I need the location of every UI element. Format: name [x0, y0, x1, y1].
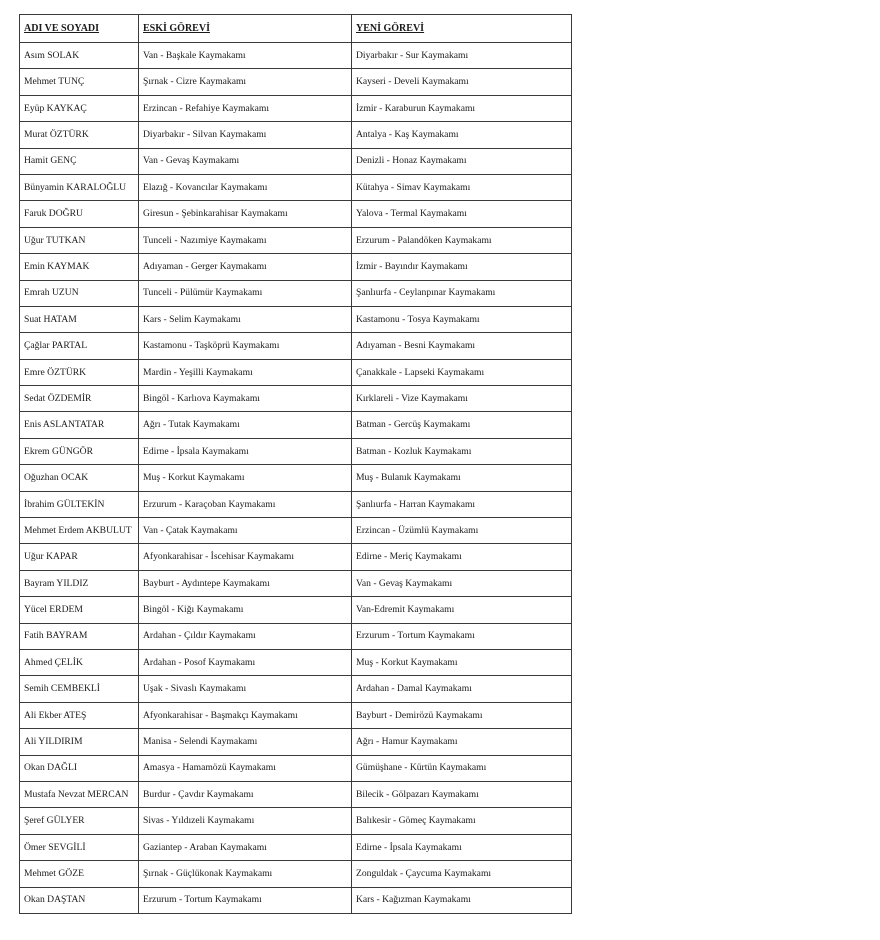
name-cell: Asım SOLAK — [20, 43, 139, 69]
former-duty-cell: Kars - Selim Kaymakamı — [139, 306, 352, 332]
name-cell: Suat HATAM — [20, 306, 139, 332]
former-duty-cell: Uşak - Sivaslı Kaymakamı — [139, 676, 352, 702]
new-duty-cell: Balıkesir - Gömeç Kaymakamı — [352, 808, 572, 834]
former-duty-cell: Erzurum - Karaçoban Kaymakamı — [139, 491, 352, 517]
name-cell: Bünyamin KARALOĞLU — [20, 174, 139, 200]
table-row — [20, 201, 572, 227]
table-row — [20, 412, 572, 438]
name-cell: Hamit GENÇ — [20, 148, 139, 174]
new-duty-cell: Kastamonu - Tosya Kaymakamı — [352, 306, 572, 332]
name-cell: Faruk DOĞRU — [20, 201, 139, 227]
former-duty-cell: Ağrı - Tutak Kaymakamı — [139, 412, 352, 438]
former-duty-cell: Van - Çatak Kaymakamı — [139, 518, 352, 544]
name-cell: Emin KAYMAK — [20, 254, 139, 280]
former-duty-cell: Adıyaman - Gerger Kaymakamı — [139, 254, 352, 280]
new-duty-cell: Muş - Bulanık Kaymakamı — [352, 465, 572, 491]
name-cell: Okan DAŞTAN — [20, 887, 139, 913]
former-duty-cell: Kastamonu - Taşköprü Kaymakamı — [139, 333, 352, 359]
header-former-duty: ESKİ GÖREVİ — [139, 15, 352, 43]
table-row — [20, 148, 572, 174]
table-row — [20, 861, 572, 887]
new-duty-cell: Gümüşhane - Kürtün Kaymakamı — [352, 755, 572, 781]
former-duty-cell: Mardin - Yeşilli Kaymakamı — [139, 359, 352, 385]
new-duty-cell: İzmir - Bayındır Kaymakamı — [352, 254, 572, 280]
name-cell: Bayram YILDIZ — [20, 570, 139, 596]
new-duty-cell: Kütahya - Simav Kaymakamı — [352, 174, 572, 200]
name-cell: Mustafa Nevzat MERCAN — [20, 781, 139, 807]
name-cell: Murat ÖZTÜRK — [20, 122, 139, 148]
table-row — [20, 95, 572, 121]
new-duty-cell: Ardahan - Damal Kaymakamı — [352, 676, 572, 702]
new-duty-cell: Şanlıurfa - Ceylanpınar Kaymakamı — [352, 280, 572, 306]
name-cell: Ali YILDIRIM — [20, 729, 139, 755]
former-duty-cell: Edirne - İpsala Kaymakamı — [139, 438, 352, 464]
table-row — [20, 570, 572, 596]
new-duty-cell: İzmir - Karaburun Kaymakamı — [352, 95, 572, 121]
new-duty-cell: Denizli - Honaz Kaymakamı — [352, 148, 572, 174]
new-duty-cell: Van-Edremit Kaymakamı — [352, 597, 572, 623]
table-row — [20, 834, 572, 860]
table-row — [20, 729, 572, 755]
new-duty-cell: Ağrı - Hamur Kaymakamı — [352, 729, 572, 755]
table-row — [20, 649, 572, 675]
table-row — [20, 43, 572, 69]
new-duty-cell: Çanakkale - Lapseki Kaymakamı — [352, 359, 572, 385]
name-cell: Ekrem GÜNGÖR — [20, 438, 139, 464]
new-duty-cell: Erzincan - Üzümlü Kaymakamı — [352, 518, 572, 544]
former-duty-cell: Burdur - Çavdır Kaymakamı — [139, 781, 352, 807]
name-cell: Mehmet GÖZE — [20, 861, 139, 887]
new-duty-cell: Muş - Korkut Kaymakamı — [352, 649, 572, 675]
former-duty-cell: Ardahan - Çıldır Kaymakamı — [139, 623, 352, 649]
header-row — [20, 15, 572, 43]
name-cell: Emrah UZUN — [20, 280, 139, 306]
new-duty-cell: Erzurum - Palandöken Kaymakamı — [352, 227, 572, 253]
former-duty-cell: Erzurum - Tortum Kaymakamı — [139, 887, 352, 913]
name-cell: Ahmed ÇELİK — [20, 649, 139, 675]
former-duty-cell: Bayburt - Aydıntepe Kaymakamı — [139, 570, 352, 596]
former-duty-cell: Elazığ - Kovancılar Kaymakamı — [139, 174, 352, 200]
table-row — [20, 386, 572, 412]
new-duty-cell: Kayseri - Develi Kaymakamı — [352, 69, 572, 95]
former-duty-cell: Amasya - Hamamözü Kaymakamı — [139, 755, 352, 781]
name-cell: Sedat ÖZDEMİR — [20, 386, 139, 412]
former-duty-cell: Gaziantep - Araban Kaymakamı — [139, 834, 352, 860]
new-duty-cell: Yalova - Termal Kaymakamı — [352, 201, 572, 227]
new-duty-cell: Şanlıurfa - Harran Kaymakamı — [352, 491, 572, 517]
new-duty-cell: Batman - Kozluk Kaymakamı — [352, 438, 572, 464]
table-row — [20, 174, 572, 200]
table-row — [20, 438, 572, 464]
name-cell: Fatih BAYRAM — [20, 623, 139, 649]
name-cell: Şeref GÜLYER — [20, 808, 139, 834]
name-cell: Uğur KAPAR — [20, 544, 139, 570]
former-duty-cell: Tunceli - Nazımiye Kaymakamı — [139, 227, 352, 253]
former-duty-cell: Giresun - Şebinkarahisar Kaymakamı — [139, 201, 352, 227]
table-row — [20, 755, 572, 781]
table-row — [20, 623, 572, 649]
former-duty-cell: Tunceli - Pülümür Kaymakamı — [139, 280, 352, 306]
new-duty-cell: Erzurum - Tortum Kaymakamı — [352, 623, 572, 649]
table-row — [20, 69, 572, 95]
table-row — [20, 887, 572, 913]
former-duty-cell: Muş - Korkut Kaymakamı — [139, 465, 352, 491]
appointments-table — [19, 14, 572, 914]
table-row — [20, 491, 572, 517]
former-duty-cell: Ardahan - Posof Kaymakamı — [139, 649, 352, 675]
former-duty-cell: Sivas - Yıldızeli Kaymakamı — [139, 808, 352, 834]
new-duty-cell: Batman - Gercüş Kaymakamı — [352, 412, 572, 438]
former-duty-cell: Afyonkarahisar - Başmakçı Kaymakamı — [139, 702, 352, 728]
name-cell: Yücel ERDEM — [20, 597, 139, 623]
name-cell: Mehmet TUNÇ — [20, 69, 139, 95]
table-row — [20, 702, 572, 728]
new-duty-cell: Bayburt - Demirözü Kaymakamı — [352, 702, 572, 728]
header-name: ADI VE SOYADI — [20, 15, 139, 43]
new-duty-cell: Edirne - İpsala Kaymakamı — [352, 834, 572, 860]
former-duty-cell: Manisa - Selendi Kaymakamı — [139, 729, 352, 755]
table-row — [20, 280, 572, 306]
name-cell: Emre ÖZTÜRK — [20, 359, 139, 385]
name-cell: Oğuzhan OCAK — [20, 465, 139, 491]
new-duty-cell: Edirne - Meriç Kaymakamı — [352, 544, 572, 570]
table-row — [20, 359, 572, 385]
table-row — [20, 333, 572, 359]
name-cell: Uğur TUTKAN — [20, 227, 139, 253]
name-cell: Mehmet Erdem AKBULUT — [20, 518, 139, 544]
table-row — [20, 122, 572, 148]
new-duty-cell: Kars - Kağızman Kaymakamı — [352, 887, 572, 913]
new-duty-cell: Kırklareli - Vize Kaymakamı — [352, 386, 572, 412]
former-duty-cell: Şırnak - Güçlükonak Kaymakamı — [139, 861, 352, 887]
table-row — [20, 781, 572, 807]
table-body — [20, 43, 572, 914]
name-cell: Ömer SEVGİLİ — [20, 834, 139, 860]
table-row — [20, 465, 572, 491]
new-duty-cell: Bilecik - Gölpazarı Kaymakamı — [352, 781, 572, 807]
former-duty-cell: Şırnak - Cizre Kaymakamı — [139, 69, 352, 95]
table-row — [20, 254, 572, 280]
name-cell: Semih CEMBEKLİ — [20, 676, 139, 702]
name-cell: Çağlar PARTAL — [20, 333, 139, 359]
former-duty-cell: Bingöl - Kiğı Kaymakamı — [139, 597, 352, 623]
new-duty-cell: Zonguldak - Çaycuma Kaymakamı — [352, 861, 572, 887]
new-duty-cell: Van - Gevaş Kaymakamı — [352, 570, 572, 596]
table-row — [20, 808, 572, 834]
name-cell: Eyüp KAYKAÇ — [20, 95, 139, 121]
table-row — [20, 676, 572, 702]
name-cell: Enis ASLANTATAR — [20, 412, 139, 438]
former-duty-cell: Afyonkarahisar - İscehisar Kaymakamı — [139, 544, 352, 570]
new-duty-cell: Adıyaman - Besni Kaymakamı — [352, 333, 572, 359]
table-row — [20, 518, 572, 544]
table-row — [20, 227, 572, 253]
new-duty-cell: Antalya - Kaş Kaymakamı — [352, 122, 572, 148]
former-duty-cell: Bingöl - Karlıova Kaymakamı — [139, 386, 352, 412]
name-cell: İbrahim GÜLTEKİN — [20, 491, 139, 517]
name-cell: Ali Ekber ATEŞ — [20, 702, 139, 728]
table-row — [20, 306, 572, 332]
table-row — [20, 597, 572, 623]
former-duty-cell: Van - Başkale Kaymakamı — [139, 43, 352, 69]
former-duty-cell: Van - Gevaş Kaymakamı — [139, 148, 352, 174]
new-duty-cell: Diyarbakır - Sur Kaymakamı — [352, 43, 572, 69]
name-cell: Okan DAĞLI — [20, 755, 139, 781]
former-duty-cell: Erzincan - Refahiye Kaymakamı — [139, 95, 352, 121]
table-row — [20, 544, 572, 570]
header-new-duty: YENİ GÖREVİ — [352, 15, 572, 43]
former-duty-cell: Diyarbakır - Silvan Kaymakamı — [139, 122, 352, 148]
